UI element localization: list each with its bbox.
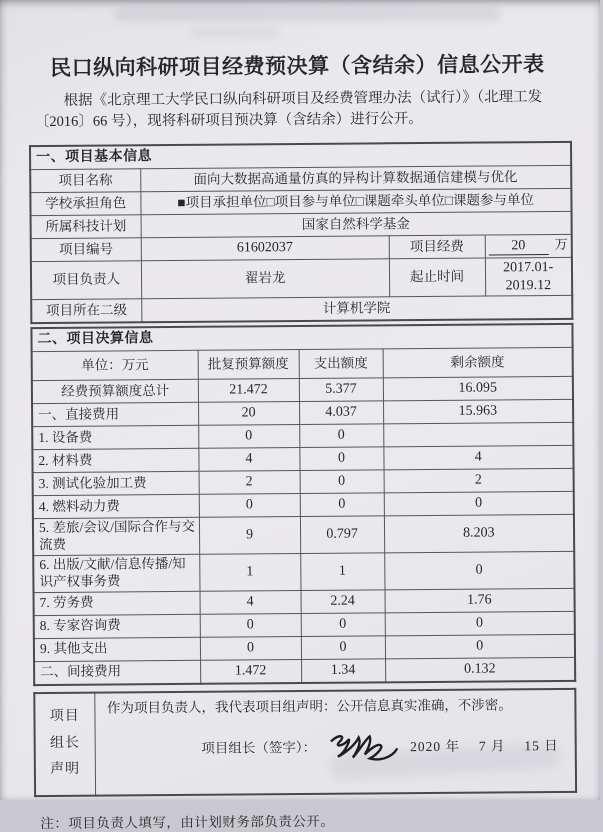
settlement-table xyxy=(30,323,576,686)
period-value: 2017.01-2019.12 xyxy=(485,258,572,297)
cell-remain: 0 xyxy=(385,634,575,658)
row-label: 5. 差旅/会议/国际合作与交流费 xyxy=(33,517,199,555)
cell-remain: 2 xyxy=(384,469,574,493)
declaration-content xyxy=(94,689,576,796)
declaration-box xyxy=(33,687,577,796)
cell-budget: 2 xyxy=(199,471,300,495)
cell-budget: 0 xyxy=(198,425,299,449)
cell-budget: 0 xyxy=(199,494,300,518)
unit-label: 单位：万元 xyxy=(32,350,198,380)
cell-remain: 0.132 xyxy=(385,657,575,682)
cell-remain: 0 xyxy=(385,611,575,635)
cell-budget: 20 xyxy=(198,402,299,426)
basic-info-table xyxy=(29,141,573,324)
row-label: 一、直接费用 xyxy=(32,402,198,426)
row-label: 3. 测试化验加工费 xyxy=(33,471,199,495)
funds-amount: 20 xyxy=(488,237,548,256)
cell-remain: 4 xyxy=(383,446,573,470)
cell-spent: 1.34 xyxy=(301,658,385,682)
cell-budget: 1.472 xyxy=(200,659,301,683)
pi-label: 项目负责人 xyxy=(31,261,141,300)
cell-spent: 0 xyxy=(300,493,384,517)
table-row xyxy=(34,657,575,685)
declaration-side-label: 项目 组长 声明 xyxy=(34,692,95,795)
signature-row xyxy=(107,729,565,767)
footnote: 注：项目负责人填写，由计划财务部负责公开。 xyxy=(40,813,335,831)
period-label: 起止时间 xyxy=(389,258,485,297)
table-row xyxy=(33,551,574,592)
cell-remain: 16.095 xyxy=(383,377,573,401)
cell-spent: 0 xyxy=(300,470,384,494)
sign-label: 项目组长（签字）： xyxy=(201,739,317,756)
cell-remain: 0 xyxy=(384,551,574,589)
section-1-header: 一、项目基本信息 xyxy=(30,142,571,170)
cell-remain: 1.76 xyxy=(384,588,574,612)
funds-unit: 万 xyxy=(554,236,568,252)
row-label: 9. 其他支出 xyxy=(34,637,200,661)
row-label: 2. 材料费 xyxy=(32,448,198,472)
cell-budget: 1 xyxy=(199,553,300,591)
intro-paragraph: 根据《北京理工大学民口纵向科研项目及经费管理办法（试行）》（北理工发〔2016〕66 号），现将科研项目预决算（含结余）进行公开。 xyxy=(34,89,543,130)
declaration-statement: 作为项目负责人，我代表项目组声明：公开信息真实准确，不涉密。 xyxy=(106,697,512,716)
section-2-header: 二、项目决算信息 xyxy=(31,324,572,352)
project-name-label: 项目名称 xyxy=(30,169,140,193)
project-no-value: 61602037 xyxy=(141,236,389,261)
cell-remain: 8.203 xyxy=(384,515,574,553)
col-header-budget: 批复预算额度 xyxy=(198,350,299,380)
table-row xyxy=(33,515,574,556)
cell-budget: 4 xyxy=(198,448,299,472)
signature-handwriting xyxy=(326,731,400,766)
cell-spent: 0 xyxy=(299,447,383,471)
cell-spent: 1 xyxy=(300,553,384,590)
cell-budget: 9 xyxy=(199,517,300,555)
cell-remain: 0 xyxy=(384,492,574,516)
funds-value xyxy=(485,235,572,259)
program-label: 所属科技计划 xyxy=(31,215,141,239)
page-title: 民口纵向科研项目经费预决算（含结余）信息公开表 xyxy=(50,52,545,80)
program-value: 国家自然科学基金 xyxy=(141,212,572,238)
cell-spent: 4.037 xyxy=(299,401,383,425)
row-label: 7. 劳务费 xyxy=(34,591,200,615)
row-label: 经费预算额度总计 xyxy=(32,379,198,403)
cell-spent: 0 xyxy=(299,424,383,448)
cell-spent: 0.797 xyxy=(300,516,384,553)
signature-date: 2020 年 7 月 15 日 xyxy=(410,738,559,755)
cell-spent: 2.24 xyxy=(300,589,384,613)
row-label: 1. 设备费 xyxy=(32,425,198,449)
cell-budget: 0 xyxy=(200,613,301,637)
dept-value: 计算机学院 xyxy=(141,296,572,323)
cell-budget: 4 xyxy=(199,590,300,614)
row-label: 4. 燃料动力费 xyxy=(33,494,199,518)
funds-label: 项目经费 xyxy=(389,235,485,259)
cell-budget: 0 xyxy=(200,636,301,660)
project-name-value: 面向大数据高通量仿真的异构计算数据通信建模与优化 xyxy=(140,166,571,192)
row-label: 6. 出版/文献/信息传播/知识产权事务费 xyxy=(33,554,199,592)
dept-label: 项目所在二级 xyxy=(31,299,141,323)
cell-spent: 5.377 xyxy=(299,378,383,402)
col-header-remain: 剩余额度 xyxy=(383,348,573,378)
row-label: 二、间接费用 xyxy=(34,660,200,685)
project-no-label: 项目编号 xyxy=(31,238,141,262)
pi-name: 翟岩龙 xyxy=(141,259,389,299)
col-header-spent: 支出额度 xyxy=(299,349,383,379)
cell-spent: 0 xyxy=(301,635,385,659)
role-checkboxes: ■项目承担单位□项目参与单位□课题牵头单位□课题参与单位 xyxy=(140,189,571,215)
cell-budget: 21.472 xyxy=(198,379,299,403)
cell-remain xyxy=(383,423,573,447)
cell-spent: 0 xyxy=(301,612,385,636)
role-label: 学校承担角色 xyxy=(30,192,140,216)
cell-remain: 15.963 xyxy=(383,400,573,424)
row-label: 8. 专家咨询费 xyxy=(34,614,200,638)
